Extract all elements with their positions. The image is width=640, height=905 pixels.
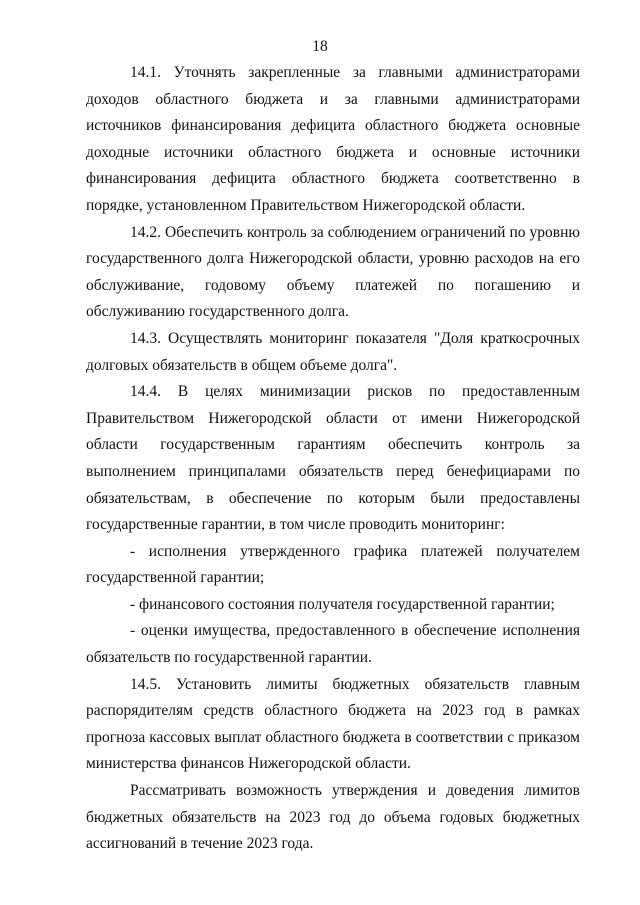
paragraph-limits-review: Рассматривать возможность утверждения и доведения лимитов бюджетных обязательств на 2023 год до объема годовых бюджетных ассигнований в течение 2023 года. [86,782,580,853]
paragraph-14-2: 14.2. Обеспечить контроль за соблюдением ограничений по уровню государственного долга Нижегородской области, уровню расходов на его обслуживание, годовому объему платежей по погашению и обслуживанию государственного долга. [86,223,580,321]
list-item-financial-state: - финансового состояния получателя государственной гарантии; [130,595,555,613]
paragraph-14-4: 14.4. В целях минимизации рисков по предоставленным Правительством Нижегородской области от имени Нижегородской области государственным гарантиям обеспечить контроль за выполнением принципалами обязательств перед бенефициарами по обязательствам, в обеспечение по которым были предоставлены государственные гарантии, в том числе проводить мониторинг: [86,383,580,534]
list-item-property-valuation: - оценки имущества, предоставленного в обеспечение исполнения обязательств по государственной гарантии. [86,622,580,667]
paragraph-14-1: 14.1. Уточнять закрепленные за главными администраторами доходов областного бюджета и за главными администраторами источников финансирования дефицита областного бюджета основные доходные источники областного бюджета и основные источники финансирования дефицита областного бюджета соответственно в порядке, установленном Правительством Нижегородской области. [86,64,580,214]
paragraph-14-3: 14.3. Осуществлять мониторинг показателя "Доля краткосрочных долговых обязательств в общем объеме долга". [86,329,580,374]
list-item-payment-schedule: - исполнения утвержденного графика платежей получателем государственной гарантии; [86,542,580,587]
paragraph-14-5: 14.5. Установить лимиты бюджетных обязательств главным распорядителям средств областного бюджета на 2023 год в рамках прогноза кассовых выплат областного бюджета в соответствии с приказом министерства финансов Нижегородской области. [86,675,580,773]
document-body [86,60,580,858]
page-number: 18 [312,38,328,55]
